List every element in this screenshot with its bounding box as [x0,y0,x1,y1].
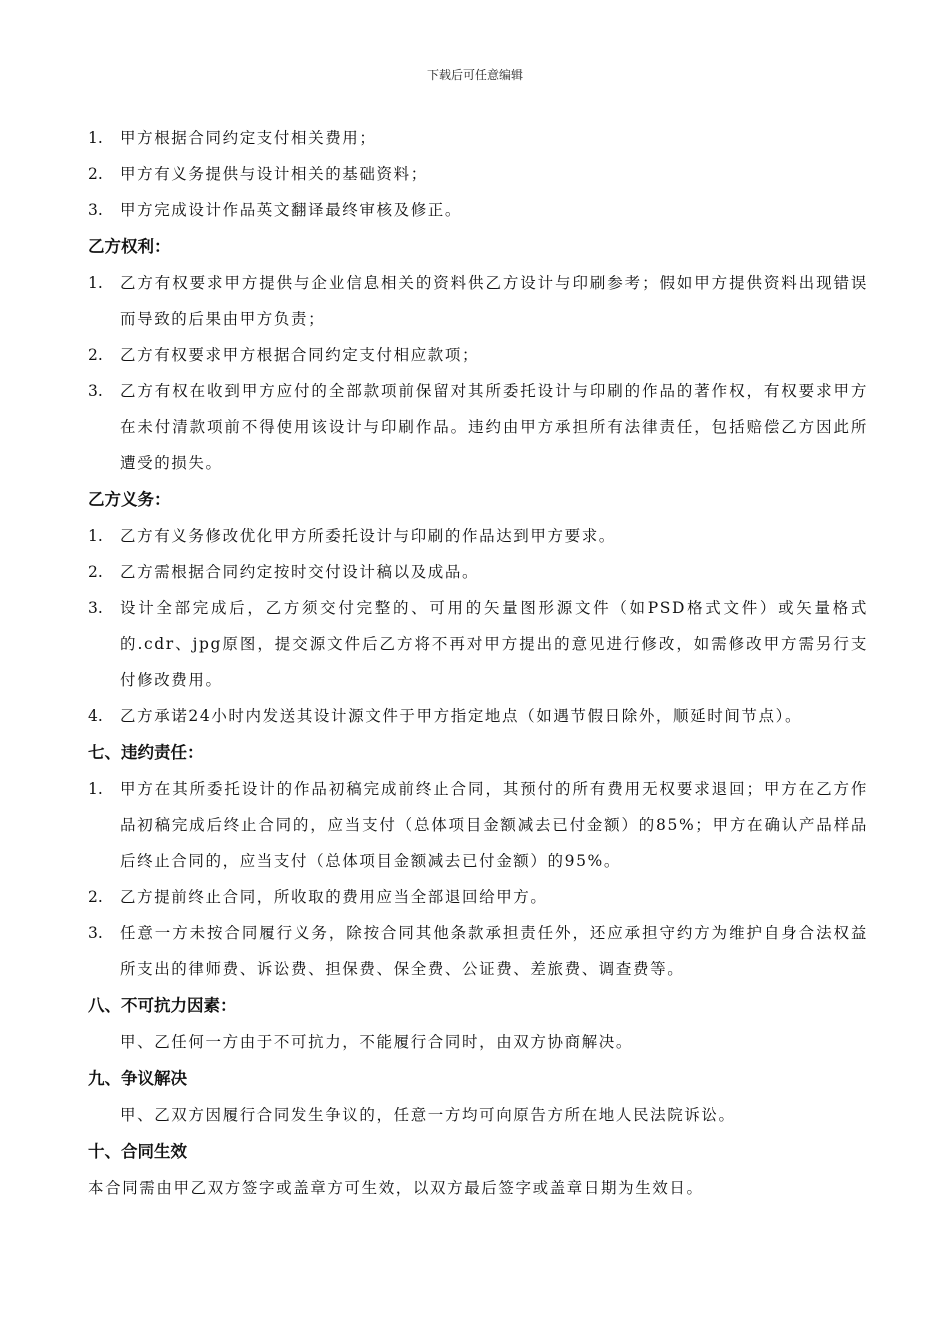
party-b-rights-list [88,265,868,481]
item-text: 乙方有义务修改优化甲方所委托设计与印刷的作品达到甲方要求。 [120,527,616,545]
section-heading-effect: 十、合同生效 [88,1142,187,1161]
item-number: 2. [88,165,103,183]
party-b-obligations-list [88,518,868,734]
item-number: 4. [88,707,103,725]
item-text: 甲方完成设计作品英文翻译最终审核及修正。 [120,201,463,219]
item-text: 乙方需根据合同约定按时交付设计稿以及成品。 [120,563,480,581]
list-item [88,554,868,590]
item-text: 乙方有权要求甲方提供与企业信息相关的资料供乙方设计与印刷参考；假如甲方提供资料出现错误而导致的后果由甲方负责； [120,274,868,328]
list-item [88,879,868,915]
item-number: 1. [88,274,103,292]
item-text: 乙方有权在收到甲方应付的全部款项前保留对其所委托设计与印刷的作品的著作权，有权要求甲方在未付清款项前不得使用该设计与印刷作品。违约由甲方承担所有法律责任，包括赔偿乙方因此所遭受的损失。 [120,382,868,472]
section-heading-force-majeure: 八、不可抗力因素： [88,996,237,1015]
list-item [88,518,868,554]
list-item [88,698,868,734]
section-heading-dispute: 九、争议解决 [88,1069,187,1088]
contract-body [88,120,868,1206]
force-majeure-text: 甲、乙任何一方由于不可抗力，不能履行合同时，由双方协商解决。 [120,1033,634,1051]
section-heading-party-b-obligations: 乙方义务： [88,490,171,509]
list-item [88,915,868,987]
item-text: 甲方根据合同约定支付相关费用； [120,129,377,147]
list-item [88,192,868,228]
item-number: 2. [88,888,103,906]
effect-text: 本合同需由甲乙双方签字或盖章方可生效，以双方最后签字或盖章日期为生效日。 [88,1179,704,1197]
list-item [88,337,868,373]
item-number: 3. [88,924,103,942]
list-item [88,771,868,879]
item-number: 1. [88,780,103,798]
list-item [88,590,868,698]
list-item [88,265,868,337]
item-text: 乙方有权要求甲方根据合同约定支付相应款项； [120,346,480,364]
item-text: 乙方承诺24小时内发送其设计源文件于甲方指定地点（如遇节假日除外，顺延时间节点）。 [120,707,803,725]
item-number: 3. [88,201,103,219]
item-text: 甲方在其所委托设计的作品初稿完成前终止合同，其预付的所有费用无权要求退回；甲方在乙方作品初稿完成后终止合同的，应当支付（总体项目金额减去已付金额）的85%；甲方在确认产品样品后终止合同的，应当支付（总体项目金额减去已付金额）的95%。 [120,780,868,870]
item-number: 2. [88,563,103,581]
dispute-text: 甲、乙双方因履行合同发生争议的，任意一方均可向原告方所在地人民法院诉讼。 [120,1106,736,1124]
item-number: 3. [88,382,103,400]
item-number: 1. [88,527,103,545]
page-header: 下载后可任意编辑 [426,68,523,82]
list-item [88,120,868,156]
item-text: 设计全部完成后，乙方须交付完整的、可用的矢量图形源文件（如PSD格式文件）或矢量格式的.cdr、jpg原图，提交源文件后乙方将不再对甲方提出的意见进行修改，如需修改甲方需另行支付修改费用。 [120,599,868,689]
section-heading-breach-liability: 七、违约责任： [88,743,204,762]
party-a-obligations-list [88,120,868,228]
item-number: 1. [88,129,103,147]
item-number: 3. [88,599,103,617]
item-text: 任意一方未按合同履行义务，除按合同其他条款承担责任外，还应承担守约方为维护自身合法权益所支出的律师费、诉讼费、担保费、保全费、公证费、差旅费、调查费等。 [120,924,868,978]
list-item [88,156,868,192]
item-text: 乙方提前终止合同，所收取的费用应当全部退回给甲方。 [120,888,548,906]
section-heading-party-b-rights: 乙方权利： [88,237,171,256]
item-text: 甲方有义务提供与设计相关的基础资料； [120,165,428,183]
list-item [88,373,868,481]
item-number: 2. [88,346,103,364]
breach-liability-list [88,771,868,987]
